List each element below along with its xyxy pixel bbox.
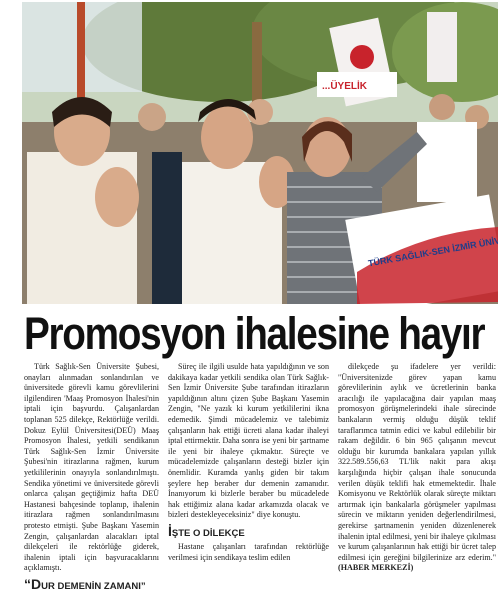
- protest-photo: [22, 2, 498, 304]
- flag-logo: [350, 45, 374, 69]
- person-shirt: [417, 122, 477, 202]
- paragraph: Türk Sağlık-Sen Üniversite Şubesi, onayları alınmadan sonlandırılan ve üniversitede görevli kamu görevlilerini ilgilendiren 'Maaş Promosyon İhalesi'nin iptali için başvurdu. Çalışanlardan toplanan 525 dilekçe, Rektörlüğe verildi. Dokuz Eylül Üniversitesi(DEÜ) Maaş Promosyon İhalesi, yetkili sendikanın Türk Sağlık-Sen İzmir Üniversite Şubesi'nin itirazlarına rağmen, kurum yetkililerinin onayıyla sonlandırılmıştı. Sendika yönetimi ve üniversitede görevli onlarca çalışan geçtiğimiz hafta DEÜ Hastanesi bahçesinde toplanıp, ihalenin itirazlara rağmen sonlandırılmasını protesto etmişti. Şube Başkanı Yasemin Zengin, çalışanlardan alacakları iptal dilekçeleri ile rektörlüğe giderek, ihalenin iptali için başvuracaklarını açıklamıştı.: [24, 362, 159, 573]
- subheading: [168, 522, 329, 540]
- subheading-text: ŞTE O DİLEKÇE: [171, 527, 245, 539]
- flag-banner: [427, 12, 457, 82]
- person-hand: [95, 167, 139, 227]
- subheading-text: UR DEMENİN ZAMANI”: [41, 580, 146, 592]
- subheading-initial: “D: [24, 575, 42, 592]
- top-banner-text: ...ÜYELİK: [322, 81, 368, 92]
- news-source-signoff: (HABER MERKEZİ): [338, 563, 414, 573]
- subheading-initial: İ: [168, 522, 172, 539]
- paragraph: Süreç ile ilgili usulde hata yapıldığının ve son dakikaya kadar yetkili sendika olan Türk Sağlık-Sen İzmir Üniversite Şube tarafından itirazların yapıldığının altını çizen Şube Başkanı Yasemin Zengin, "Ne yazık ki kurum yetkililerini ikna edemedik. Şimdi mücadelemiz ve talebimiz çalışanların hak ettiği ücreti alana kadar ihaleyi iptal ettirmektir. Daha sonra ise yeni bir şartname ile yeni bir ihaleye çıkmaktır. Süreçte ve mücadelemizde çalışanların desteği bizler için önemlidir. Kuramda yanlış giden bir takım şeylere hep beraber dur demenin zamanıdır. İnanıyorum ki bizlerle beraber bu mücadelede hak ettiğimiz alana kadar arkamızda olacak ve bizleri destekleyeceksiniz" diye konuştu.: [168, 362, 329, 520]
- person-head: [429, 94, 455, 120]
- protest-photo-illustration: [22, 2, 498, 304]
- paragraph: [338, 362, 496, 574]
- person-background-dark: [152, 152, 182, 304]
- headline: Promosyon ihalesine hayır: [24, 308, 485, 359]
- paragraph-text: dilekçede şu ifadelere yer verildi: "Üniversitenizde görev yapan kamu görevlilerinin aylık ve ücretlerinin banka aracılığı ile yapılacağına dair yapılan maaş promosyon görüşmelerindeki ihale sürecinde bankaların vermiş olduğu düşük teklif taraflarımca tatmin edici ve kabul edilebilir bir rakam değildir. 6 bin 965 çalışanın mevcut olduğu bir kurumda bankalara yapılan yıllık 322.589.556,63 TL'lik nakit para akışı karşılığında hiçbir çalışan ihale sonucunda verilen düşük teklifi hak etmemektedir. İhale Komisyonu ve Rektörlük olarak süreçte miktarı artırmak için bankalarla görüşmeler yapılması sürecin ve miktarın yeniden değerlendirilmesi, gerekirse şartnamenin yeniden düzenlenerek ihalenin iptal edilmesi, yeni bir ihaleye çıkılması ve kurum çalışanlarının hak ettiği bir ücret talep edilmesi için gereğini bilgilerinize arz ederim.": [338, 362, 497, 562]
- person-head: [138, 103, 166, 131]
- article-column-2: [168, 362, 329, 563]
- shelter-pole: [77, 2, 85, 112]
- article-column-1: [24, 362, 159, 595]
- subheading: [24, 575, 159, 593]
- paragraph: Hastane çalışanları tarafından rektörlüğe verilmesi için sendikaya teslim edilen: [168, 541, 329, 562]
- person-face: [201, 105, 253, 169]
- article-column-3: [338, 362, 496, 574]
